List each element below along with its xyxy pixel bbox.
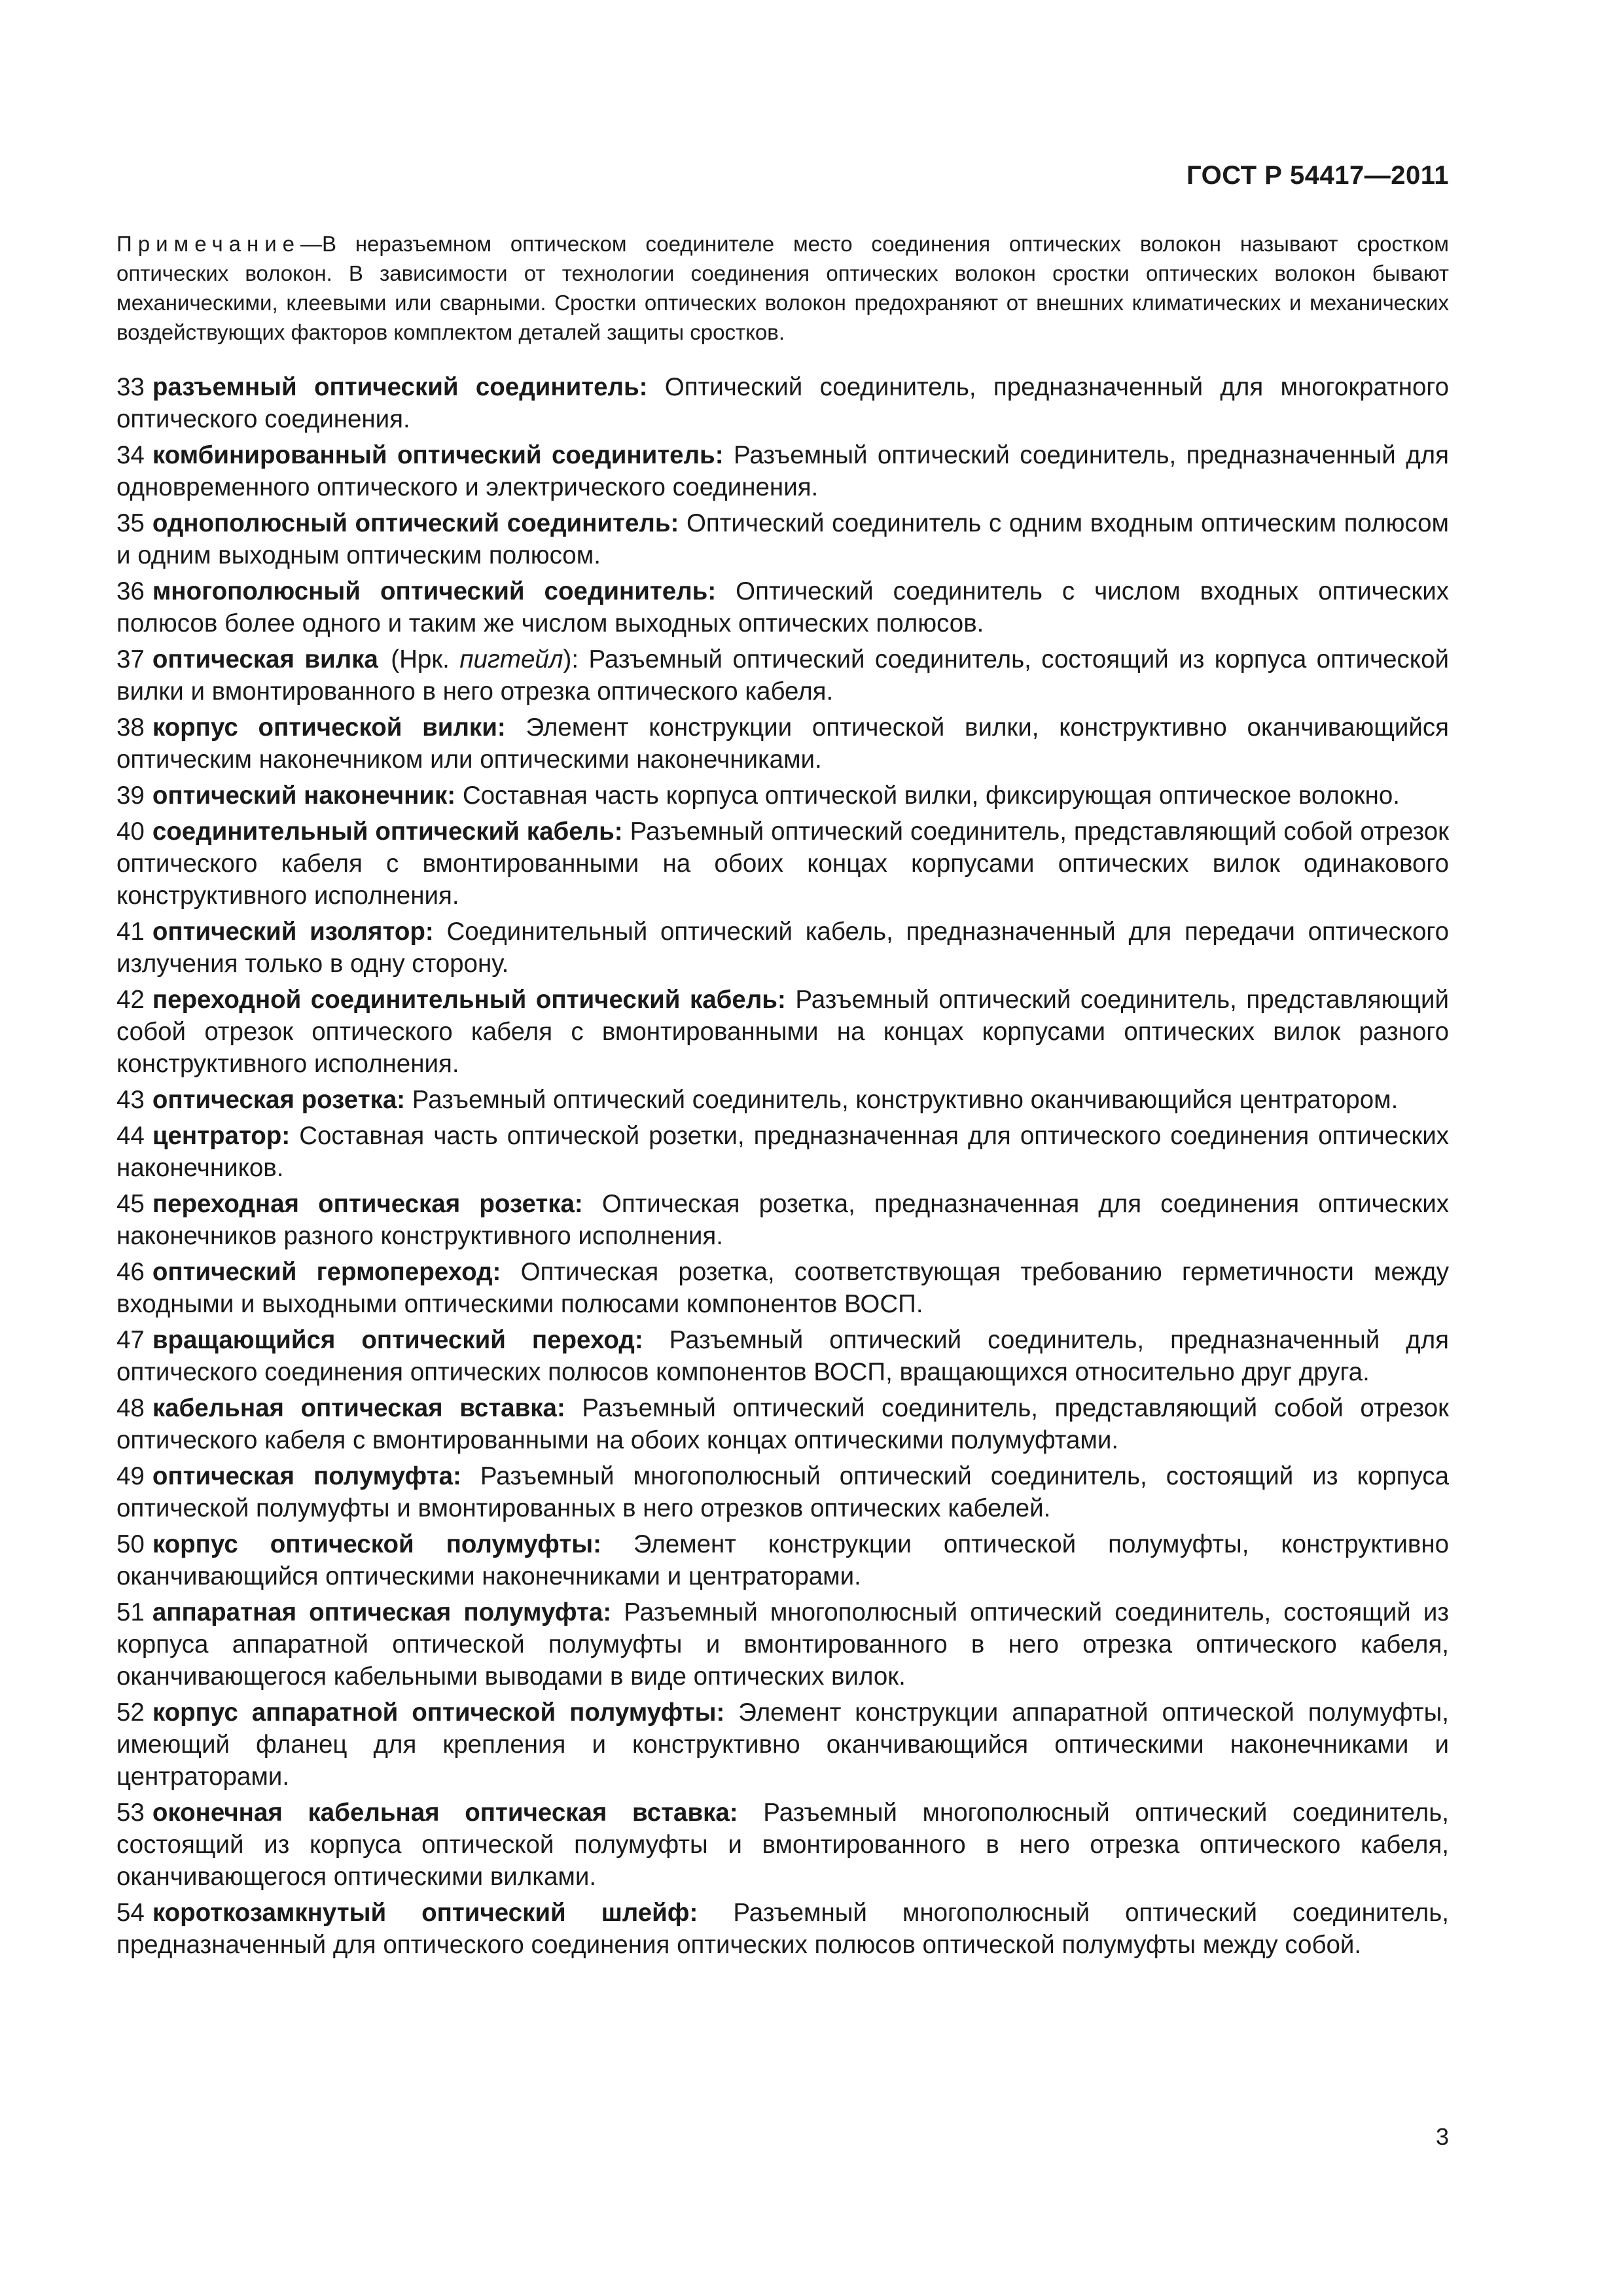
term-definition: Разъемный оптический соединитель, представляющий собой отрезок оптического кабеля с вмонтированными на обоих концах корпусами оптических вилок одинакового конструктивного исполнения. <box>116 817 1450 910</box>
term-definition: Оптическая розетка, предназначенная для соединения оптических наконечников разного конструктивного исполнения. <box>116 1190 1449 1250</box>
term-name: аппаратная оптическая полумуфта: <box>152 1598 612 1626</box>
term-name: оконечная кабельная оптическая вставка: <box>152 1799 738 1827</box>
synonym-prefix: (Нрк. <box>391 645 450 673</box>
term-definition: Составная часть оптической розетки, предназначенная для оптического соединения оптических наконечников. <box>116 1122 1449 1182</box>
term-name: оптический гермопереход: <box>152 1258 501 1286</box>
term-definition: Разъемный оптический соединитель, представляющий собой отрезок оптического кабеля с вмонтированными на концах корпусами оптических вилок разного конструктивного исполнения. <box>116 986 1450 1078</box>
term-number: 43 <box>116 1086 145 1114</box>
note-dash: — <box>300 232 323 256</box>
synonym-suffix: ): <box>563 645 579 673</box>
term-number: 39 <box>116 781 145 810</box>
term-definition: Разъемный многополюсный оптический соединитель, состоящий из корпуса аппаратной оптической полумуфты и вмонтированного в него отрезка оптического кабеля, оканчивающегося кабельными выводами в виде оптических вилок. <box>116 1598 1450 1691</box>
document-code: ГОСТ Р 54417—2011 <box>1186 161 1449 190</box>
term-number: 42 <box>116 986 145 1014</box>
term-name: разъемный оптический соединитель: <box>152 373 648 401</box>
term-number: 50 <box>116 1530 145 1558</box>
term-entry <box>116 575 1449 639</box>
term-definition: Разъемный оптический соединитель, конструктивно оканчивающийся центратором. <box>412 1086 1399 1114</box>
note-label: Примечание <box>116 232 301 256</box>
term-entry <box>116 1188 1449 1252</box>
term-number: 54 <box>116 1899 145 1927</box>
term-entry <box>116 643 1449 708</box>
terms-list <box>116 371 1449 1965</box>
term-definition: Разъемный многополюсный оптический соединитель, предназначенный для оптического соединения оптических полюсов оптической полумуфты между собой. <box>116 1899 1449 1959</box>
term-entry <box>116 1392 1449 1456</box>
term-name: комбинированный оптический соединитель: <box>152 441 724 469</box>
term-name: переходная оптическая розетка: <box>152 1190 583 1218</box>
term-entry <box>116 507 1449 571</box>
term-name: однополюсный оптический соединитель: <box>152 509 679 537</box>
term-name: корпус оптической полумуфты: <box>152 1530 601 1558</box>
term-definition: Оптический соединитель с числом входных оптических полюсов более одного и таким же числом выходных оптических полюсов. <box>116 577 1449 637</box>
term-entry <box>116 1596 1449 1693</box>
term-name: оптическая вилка <box>152 645 378 673</box>
term-entry <box>116 1528 1449 1592</box>
term-entry <box>116 1084 1449 1116</box>
term-definition: Разъемный многополюсный оптический соединитель, состоящий из корпуса оптической полумуфты и вмонтированных в него отрезков оптических кабелей. <box>116 1462 1449 1522</box>
term-number: 52 <box>116 1698 145 1727</box>
term-entry <box>116 371 1449 435</box>
term-entry <box>116 1696 1449 1793</box>
term-entry <box>116 1897 1449 1961</box>
term-name: корпус оптической вилки: <box>152 713 506 742</box>
term-name: корпус аппаратной оптической полумуфты: <box>152 1698 725 1727</box>
term-entry <box>116 780 1449 812</box>
term-number: 53 <box>116 1799 145 1827</box>
term-entry <box>116 916 1449 980</box>
term-name: кабельная оптическая вставка: <box>152 1394 565 1422</box>
term-name: короткозамкнутый оптический шлейф: <box>152 1899 698 1927</box>
term-definition: Элемент конструкции оптической полумуфты, конструктивно оканчивающийся оптическими наконечниками и центраторами. <box>116 1530 1449 1590</box>
term-definition: Элемент конструкции аппаратной оптической полумуфты, имеющий фланец для крепления и конструктивно оканчивающийся оптическими наконечниками и центраторами. <box>116 1698 1449 1791</box>
term-name: оптический наконечник: <box>152 781 456 810</box>
term-number: 40 <box>116 817 145 846</box>
term-deprecated-synonym <box>391 645 579 673</box>
term-number: 48 <box>116 1394 145 1422</box>
term-entry <box>116 711 1449 776</box>
term-definition: Разъемный оптический соединитель, состоящий из корпуса оптической вилки и вмонтированного в него отрезка оптического кабеля. <box>116 645 1449 706</box>
term-name: вращающийся оптический переход: <box>152 1326 643 1354</box>
term-number: 37 <box>116 645 145 673</box>
term-entry <box>116 1460 1449 1524</box>
term-name: центратор: <box>152 1122 291 1150</box>
term-entry <box>116 439 1449 503</box>
term-number: 45 <box>116 1190 145 1218</box>
term-number: 33 <box>116 373 145 401</box>
term-number: 35 <box>116 509 145 537</box>
term-definition: Соединительный оптический кабель, предназначенный для передачи оптического излучения только в одну сторону. <box>116 918 1450 978</box>
term-name: соединительный оптический кабель: <box>152 817 623 846</box>
term-definition: Оптическая розетка, соответствующая требованию герметичности между входными и выходными оптическими полюсами компонентов ВОСП. <box>116 1258 1449 1318</box>
term-definition: Разъемный оптический соединитель, представляющий собой отрезок оптического кабеля с вмонтированными на обоих концах оптическими полумуфтами. <box>116 1394 1450 1454</box>
term-definition: Разъемный оптический соединитель, предназначенный для одновременного оптического и электрического соединения. <box>116 441 1449 501</box>
term-entry <box>116 1256 1449 1320</box>
term-definition: Оптический соединитель, предназначенный для многократного оптического соединения. <box>116 373 1449 433</box>
term-number: 47 <box>116 1326 145 1354</box>
term-name: многополюсный оптический соединитель: <box>152 577 717 605</box>
term-definition: Разъемный многополюсный оптический соединитель, состоящий из корпуса оптической полумуфты и вмонтированного в него отрезка оптического кабеля, оканчивающегося оптическими вилками. <box>116 1799 1449 1891</box>
term-number: 51 <box>116 1598 145 1626</box>
term-name: переходной соединительный оптический кабель: <box>152 986 786 1014</box>
term-definition: Разъемный оптический соединитель, предназначенный для оптического соединения оптических полюсов компонентов ВОСП, вращающихся относительно друг друга. <box>116 1326 1450 1386</box>
term-number: 38 <box>116 713 145 742</box>
term-name: оптическая полумуфта: <box>152 1462 461 1490</box>
term-name: оптическая розетка: <box>152 1086 406 1114</box>
page-number: 3 <box>1435 2123 1449 2150</box>
note-paragraph <box>116 229 1449 347</box>
term-definition: Составная часть корпуса оптической вилки, фиксирующая оптическое волокно. <box>462 781 1400 810</box>
synonym-word: пигтейл <box>459 645 563 673</box>
term-number: 36 <box>116 577 145 605</box>
term-name: оптический изолятор: <box>152 918 434 946</box>
term-definition: Оптический соединитель с одним входным оптическим полюсом и одним выходным оптическим полюсом. <box>116 509 1450 569</box>
term-entry <box>116 816 1449 912</box>
term-entry <box>116 1120 1449 1184</box>
term-number: 49 <box>116 1462 145 1490</box>
term-definition: Элемент конструкции оптической вилки, конструктивно оканчивающийся оптическим наконечником или оптическими наконечниками. <box>116 713 1449 774</box>
term-entry <box>116 1324 1449 1388</box>
term-number: 41 <box>116 918 145 946</box>
term-number: 34 <box>116 441 145 469</box>
term-entry <box>116 984 1449 1080</box>
term-number: 46 <box>116 1258 145 1286</box>
note-text: В неразъемном оптическом соединителе место соединения оптических волокон называют сростком оптических волокон. В зависимости от технологии соединения оптических волокон сростки оптических волокон бывают механическими, клеевыми или сварными. Сростки оптических волокон предохраняют от внешних климатических и механических воздействующих факторов комплектом деталей защиты сростков. <box>116 232 1449 344</box>
term-number: 44 <box>116 1122 145 1150</box>
term-entry <box>116 1797 1449 1893</box>
